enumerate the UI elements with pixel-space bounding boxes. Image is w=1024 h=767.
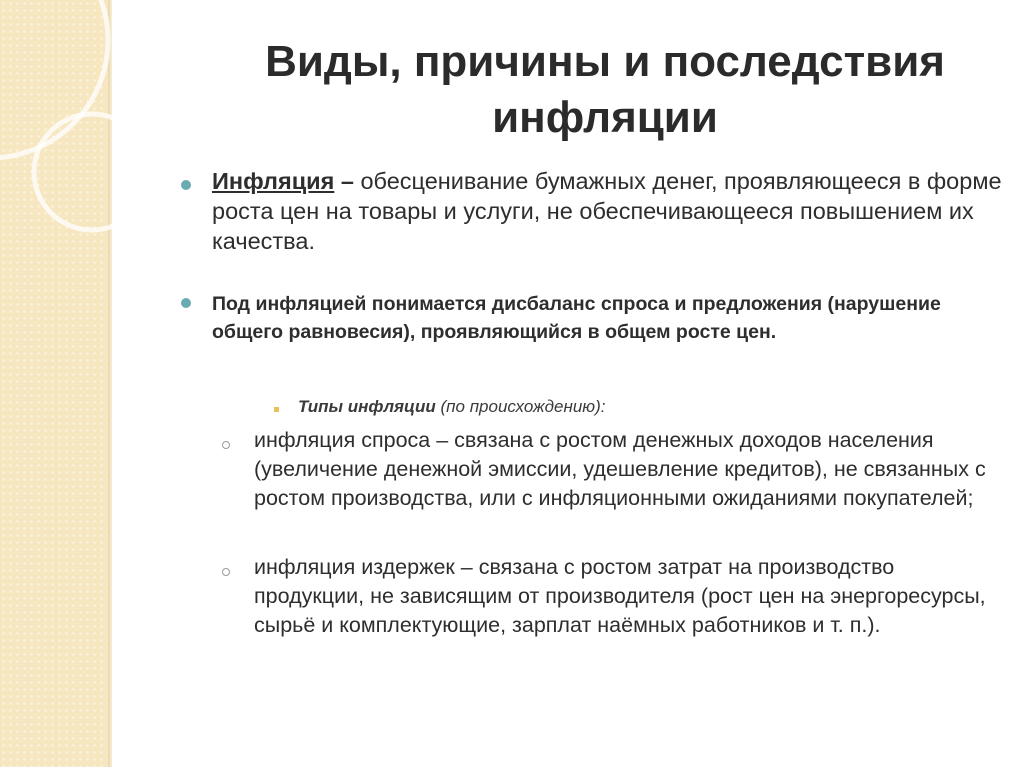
second-point-paragraph: Под инфляцией понимается дисбаланс спроса и предложения (нарушение общего равновесия), проявляющийся в общем росте цен. bbox=[212, 293, 941, 343]
bullet-dot-second bbox=[181, 298, 191, 308]
definition-term: Инфляция bbox=[212, 168, 335, 194]
decorative-ring-top bbox=[0, 0, 108, 158]
types-heading-rest: (по происхождению): bbox=[435, 397, 606, 416]
definition-text: обесценивание бумажных денег, проявляющееся в форме роста цен на товары и услуги, не обеспечивающееся повышением их качества. bbox=[212, 168, 1002, 254]
types-heading bbox=[298, 395, 605, 419]
sub-bullet-square bbox=[274, 407, 279, 412]
decorative-ring-middle bbox=[34, 114, 130, 230]
definition-dash: – bbox=[334, 168, 361, 194]
type-item-demand: инфляция спроса – связана с ростом денежных доходов населения (увеличение денежной эмиссии, удешевление кредитов), не связанных с ростом производства, или с инфляционными ожиданиями покупателей; bbox=[254, 428, 986, 510]
circle-bullet-1 bbox=[222, 441, 230, 449]
definition-paragraph bbox=[212, 166, 1002, 256]
bullet-dot-definition bbox=[181, 180, 191, 190]
slide-title: Виды, причины и последствия инфляции bbox=[265, 37, 945, 142]
type-item-costs: инфляция издержек – связана с ростом затрат на производство продукции, не зависящим от производителя (рост цен на энергоресурсы, сырьё и комплектующие, зарплат наёмных работников и т. п.). bbox=[254, 555, 986, 637]
decorative-rings bbox=[0, 0, 130, 330]
types-heading-bold: Типы инфляции bbox=[298, 397, 436, 416]
circle-bullet-2 bbox=[222, 568, 230, 576]
